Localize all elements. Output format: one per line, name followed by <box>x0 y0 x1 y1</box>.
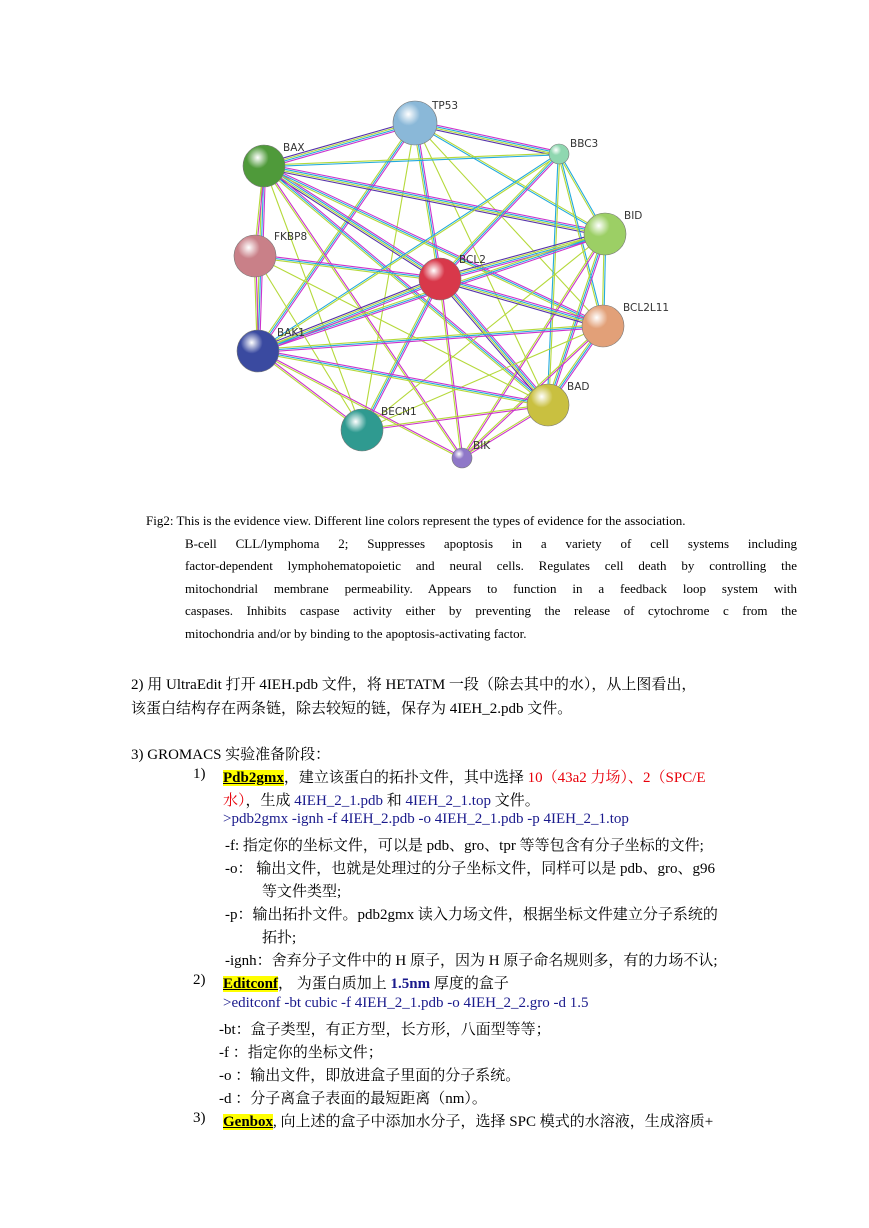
node-label-bik: BIK <box>473 440 491 452</box>
node-tp53 <box>393 100 458 145</box>
step3-heading: 3) GROMACS 实验准备阶段： <box>131 747 331 763</box>
editconf-option-bt: -bt：盒子类型，有正方型，长方形，八面型等等； <box>219 1022 551 1038</box>
editconf-desc: ， 为蛋白质加上 <box>278 976 391 992</box>
edge-fkbp8-bcl2 <box>255 256 440 279</box>
node-label-tp53: TP53 <box>432 100 459 112</box>
pdb2gmx-option-f: -f: 指定你的坐标文件，可以是 pdb、gro、tpr 等等包含有分子坐标的文件; <box>225 838 704 854</box>
pdb2gmx-line-2 <box>223 789 540 810</box>
editconf-option-d: -d ：分子离盒子表面的最短距离（nm）。 <box>219 1091 487 1107</box>
figure-caption-line-4: mitochondrial membrane permeability. Appears to function in a feedback loop system with <box>185 581 797 596</box>
node-label-bcl2l11: BCL2L11 <box>623 302 670 314</box>
node-label-bak1: BAK1 <box>277 327 305 339</box>
edge-bax-bid <box>264 167 605 235</box>
node-label-bad: BAD <box>567 381 590 393</box>
pdb2gmx-option-o-line-2: 等文件类型; <box>262 884 342 900</box>
sub-step-3-number: 3) <box>193 1110 206 1126</box>
figure-caption-line-6: mitochondria and/or by binding to the apoptosis-activating factor. <box>185 626 527 641</box>
node-bid <box>584 210 642 255</box>
edge-bax-bbc3 <box>264 153 559 165</box>
pdb2gmx-and-text: 和 <box>383 793 406 809</box>
pdb2gmx-option-p-line-2: 拓扑; <box>262 930 297 946</box>
edge-bbc3-bcl2 <box>439 153 558 278</box>
node-label-bbc3: BBC3 <box>570 138 599 150</box>
pdb2gmx-option-ignh: -ignh：舍弃分子文件中的 H 原子，因为 H 原子命名规则多，有的力场不认; <box>225 953 718 969</box>
pdb2gmx-option-o-line-1: -o： 输出文件，也就是处理过的分子坐标文件，同样可以是 pdb、gro、g96 <box>225 861 715 877</box>
editconf-line-1 <box>223 972 509 993</box>
edge-bax-bad <box>263 167 547 406</box>
genbox-name: Genbox <box>223 1114 274 1130</box>
edge-fkbp8-bcl2 <box>255 258 440 281</box>
genbox-desc: , 向上述的盒子中添加水分子，选择 SPC 模式的水溶液，生成溶质+ <box>273 1114 714 1130</box>
pdb2gmx-generate-text: ，生成 <box>245 793 295 809</box>
editconf-box-text: 厚度的盒子 <box>430 976 509 992</box>
pdb2gmx-command: >pdb2gmx -ignh -f 4IEH_2.pdb -o 4IEH_2_1.pdb -p 4IEH_2_1.top <box>223 811 629 827</box>
protein-interaction-network <box>200 85 680 485</box>
node-label-bcl2: BCL2 <box>459 254 486 266</box>
node-label-bid: BID <box>624 210 643 222</box>
edge-bax-bid <box>264 165 605 233</box>
editconf-command: >editconf -bt cubic -f 4IEH_2_1.pdb -o 4IEH_2_2.gro -d 1.5 <box>223 995 589 1011</box>
genbox-line-1 <box>223 1110 713 1131</box>
sub-step-2-number: 2) <box>193 972 206 988</box>
pdb2gmx-forcefield-choice: 10（43a2 力场）、2（SPC/E <box>527 770 706 786</box>
node-bbc3 <box>549 138 598 164</box>
pdb2gmx-line-1 <box>223 766 706 787</box>
edge-bax-bbc3 <box>264 155 559 167</box>
pdb2gmx-name: Pdb2gmx <box>223 770 284 786</box>
node-label-becn1: BECN1 <box>381 406 417 418</box>
pdb2gmx-water-choice: 水） <box>223 793 246 809</box>
node-bcl2l11 <box>582 302 669 347</box>
edge-bax-bcl2 <box>264 167 440 280</box>
figure-caption-line-1: Fig2: This is the evidence view. Different line colors represent the types of evidence for the association. <box>146 513 686 528</box>
edge-bak1-bad <box>258 353 548 407</box>
editconf-box-thickness: 1.5nm <box>390 976 431 992</box>
pdb2gmx-output-pdb: 4IEH_2_1.pdb <box>294 793 384 809</box>
step2-line-2: 该蛋白结构存在两条链，除去较短的链，保存为 4IEH_2.pdb 文件。 <box>131 701 573 717</box>
pdb2gmx-option-p-line-1: -p：输出拓扑文件。pdb2gmx 读入力场文件，根据坐标文件建立分子系统的 <box>225 907 718 923</box>
figure-caption-line-3: factor-dependent lymphohematopoietic and neural cells. Regulates cell death by controlling the <box>185 558 797 573</box>
step2-line-1: 2) 用 UltraEdit 打开 4IEH.pdb 文件，将 HETATM 一段（除去其中的水），从上图看出， <box>131 677 697 693</box>
pdb2gmx-files-text: 文件。 <box>490 793 540 809</box>
editconf-name: Editconf <box>223 976 279 992</box>
figure-caption-line-5: caspases. Inhibits caspase activity either by preventing the release of cytochrome c from the <box>185 603 797 618</box>
node-bad <box>527 381 589 426</box>
pdb2gmx-desc: ，建立该蛋白的拓扑文件，其中选择 <box>283 770 528 786</box>
editconf-option-f: -f ：指定你的坐标文件； <box>219 1045 383 1061</box>
editconf-option-o: -o ：输出文件，即放进盒子里面的分子系统。 <box>219 1068 521 1084</box>
node-label-fkbp8: FKBP8 <box>274 231 308 243</box>
sub-step-1-number: 1) <box>193 766 206 782</box>
node-becn1 <box>341 406 417 451</box>
figure-caption-line-2: B-cell CLL/lymphoma 2; Suppresses apoptosis in a variety of cell systems including <box>185 536 797 551</box>
edge-bax-bad <box>264 166 548 405</box>
pdb2gmx-output-top: 4IEH_2_1.top <box>405 793 491 809</box>
node-label-bax: BAX <box>283 142 305 154</box>
edge-tp53-bcl2 <box>417 123 442 279</box>
